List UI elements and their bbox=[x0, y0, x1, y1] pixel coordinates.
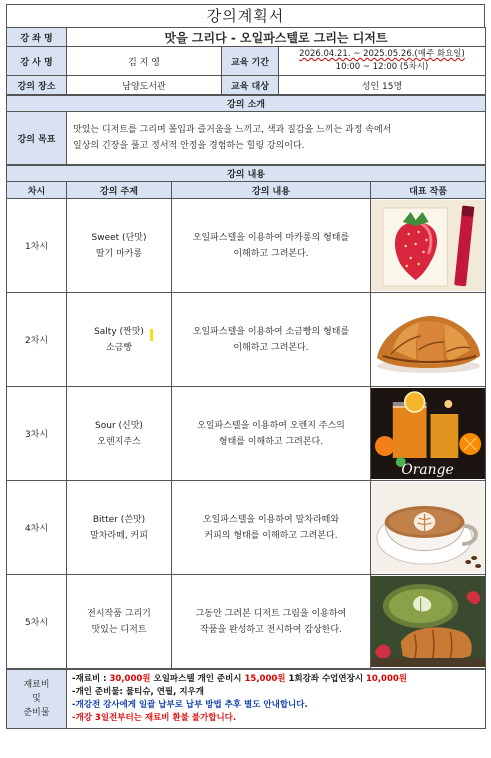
artwork-caption: Orange bbox=[401, 461, 454, 479]
header-artwork: 대표 작품 bbox=[371, 182, 486, 199]
materials-fee-line bbox=[72, 673, 480, 686]
materials-label bbox=[7, 670, 67, 729]
session-content bbox=[172, 199, 371, 293]
content-line-1: 그동안 그려본 디저트 그림을 이용하여 bbox=[195, 608, 347, 619]
topic-subtitle: 맛있는 디저트 bbox=[91, 624, 147, 635]
content-line-1: 오일파스텔을 이용하여 오렌지 주스의 bbox=[197, 420, 345, 431]
goal-text bbox=[67, 112, 486, 165]
intro-table bbox=[6, 95, 486, 165]
session-topic bbox=[67, 387, 172, 481]
orange-juice-painting-image bbox=[371, 388, 485, 479]
materials-supplies-line: -개인 준비물: 물티슈, 연필, 지우개 bbox=[72, 687, 204, 697]
session-row bbox=[7, 575, 486, 669]
goal-line-2: 일상의 긴장을 풀고 정서적 안정을 경험하는 힐링 강의이다. bbox=[73, 141, 305, 151]
topic-subtitle: 오렌지주스 bbox=[97, 436, 141, 447]
target-label: 교육 대상 bbox=[222, 76, 279, 95]
strawberry-painting-image bbox=[371, 200, 485, 291]
lecture-plan-document bbox=[6, 4, 485, 729]
topic-title: 전시작품 그리기 bbox=[87, 608, 151, 619]
goal-label: 강의 목표 bbox=[7, 112, 67, 165]
materials-table bbox=[6, 669, 486, 729]
materials-label-line-3: 준비물 bbox=[23, 708, 50, 718]
session-number: 1차시 bbox=[7, 199, 67, 293]
session-content bbox=[172, 293, 371, 387]
session-artwork bbox=[371, 293, 486, 387]
period-value bbox=[279, 47, 486, 76]
header-content: 강의 내용 bbox=[172, 182, 371, 199]
session-row bbox=[7, 199, 486, 293]
session-topic bbox=[67, 293, 172, 387]
coffee-latte-painting-image bbox=[371, 482, 485, 573]
session-number: 4차시 bbox=[7, 481, 67, 575]
header-topic: 강의 주제 bbox=[67, 182, 172, 199]
course-name-label: 강 좌 명 bbox=[7, 28, 67, 47]
topic-title: Bitter (쓴맛) bbox=[92, 514, 146, 525]
place-label: 강의 장소 bbox=[7, 76, 67, 95]
instructor-value: 김 지 영 bbox=[67, 47, 222, 76]
salt-bread-painting-image bbox=[371, 294, 485, 385]
session-content bbox=[172, 481, 371, 575]
content-line-1: 오일파스텔을 이용하여 말차라떼와 bbox=[202, 514, 340, 525]
target-value: 성인 15명 bbox=[279, 76, 486, 95]
fee-amount: 30,000원 bbox=[109, 674, 151, 684]
fee-extension-amount: 10,000원 bbox=[366, 674, 408, 684]
fee-prefix: -재료비 : bbox=[72, 674, 107, 684]
content-line-2: 형태를 이해하고 그려본다. bbox=[218, 436, 324, 447]
materials-content bbox=[67, 670, 486, 729]
session-content bbox=[172, 575, 371, 669]
content-section-title: 강의 내용 bbox=[7, 166, 486, 182]
content-line-2: 커피의 형태를 이해하고 그려본다. bbox=[204, 530, 338, 541]
page-title: 강의계획서 bbox=[6, 4, 485, 27]
session-content bbox=[172, 387, 371, 481]
topic-title: Sweet (단맛) bbox=[91, 232, 147, 243]
fee-extension-label: 1회강좌 수업연장시 bbox=[288, 674, 364, 684]
session-topic bbox=[67, 481, 172, 575]
fee-personal-label: 오일파스텔 개인 준비시 bbox=[153, 674, 242, 684]
session-number: 3차시 bbox=[7, 387, 67, 481]
topic-subtitle: 소금빵 bbox=[105, 342, 133, 353]
matcha-croissant-painting-image bbox=[371, 576, 485, 667]
topic-subtitle: 딸기 마카롱 bbox=[95, 248, 143, 259]
topic-title: Salty (짠맛) bbox=[94, 326, 144, 337]
session-number: 5차시 bbox=[7, 575, 67, 669]
materials-label-line-2: 및 bbox=[32, 694, 41, 704]
topic-subtitle: 말차라떼, 커피 bbox=[90, 530, 148, 541]
materials-refund-notice: -개강 3일전부터는 재료비 환불 불가합니다. bbox=[72, 713, 237, 723]
course-name-value: 맛을 그리다 - 오일파스텔로 그리는 디저트 bbox=[67, 28, 486, 47]
period-dates: 2026.04.21. ~ 2025.05.26.(매주 화요일) bbox=[299, 49, 465, 59]
period-label: 교육 기간 bbox=[222, 47, 279, 76]
session-topic bbox=[67, 199, 172, 293]
instructor-label: 강 사 명 bbox=[7, 47, 67, 76]
session-artwork bbox=[371, 575, 486, 669]
session-topic bbox=[67, 575, 172, 669]
session-artwork bbox=[371, 481, 486, 575]
info-table bbox=[6, 27, 486, 95]
session-artwork bbox=[371, 387, 486, 481]
materials-payment-notice: -개강전 강사에게 일괄 납부로 납부 방법 추후 별도 안내합니다. bbox=[72, 700, 308, 710]
content-line-1: 오일파스텔을 이용하여 소금빵의 형태를 bbox=[192, 326, 350, 337]
content-table bbox=[6, 165, 486, 669]
place-value: 남양도서관 bbox=[67, 76, 222, 95]
topic-title: Sour (신맛) bbox=[95, 420, 143, 431]
content-line-2: 이해하고 그려본다. bbox=[233, 342, 309, 353]
session-number: 2차시 bbox=[7, 293, 67, 387]
content-line-2: 이해하고 그려본다. bbox=[233, 248, 309, 259]
content-line-2: 작품을 완성하고 전시하여 감상한다. bbox=[200, 624, 342, 635]
header-session: 차시 bbox=[7, 182, 67, 199]
period-time: 10:00 ~ 12:00 (5차시) bbox=[335, 62, 429, 72]
materials-label-line-1: 재료비 bbox=[23, 680, 50, 690]
session-artwork bbox=[371, 199, 486, 293]
fee-personal-amount: 15,000원 bbox=[244, 674, 286, 684]
intro-section-title: 강의 소개 bbox=[7, 96, 486, 112]
text-cursor bbox=[150, 329, 153, 341]
session-row bbox=[7, 481, 486, 575]
session-row bbox=[7, 293, 486, 387]
session-row bbox=[7, 387, 486, 481]
content-line-1: 오일파스텔을 이용하여 마카롱의 형태를 bbox=[192, 232, 350, 243]
goal-line-1: 맛있는 디저트를 그리며 몰입과 즐거움을 느끼고, 색과 질감을 느끼는 과정 속에서 bbox=[73, 125, 392, 135]
